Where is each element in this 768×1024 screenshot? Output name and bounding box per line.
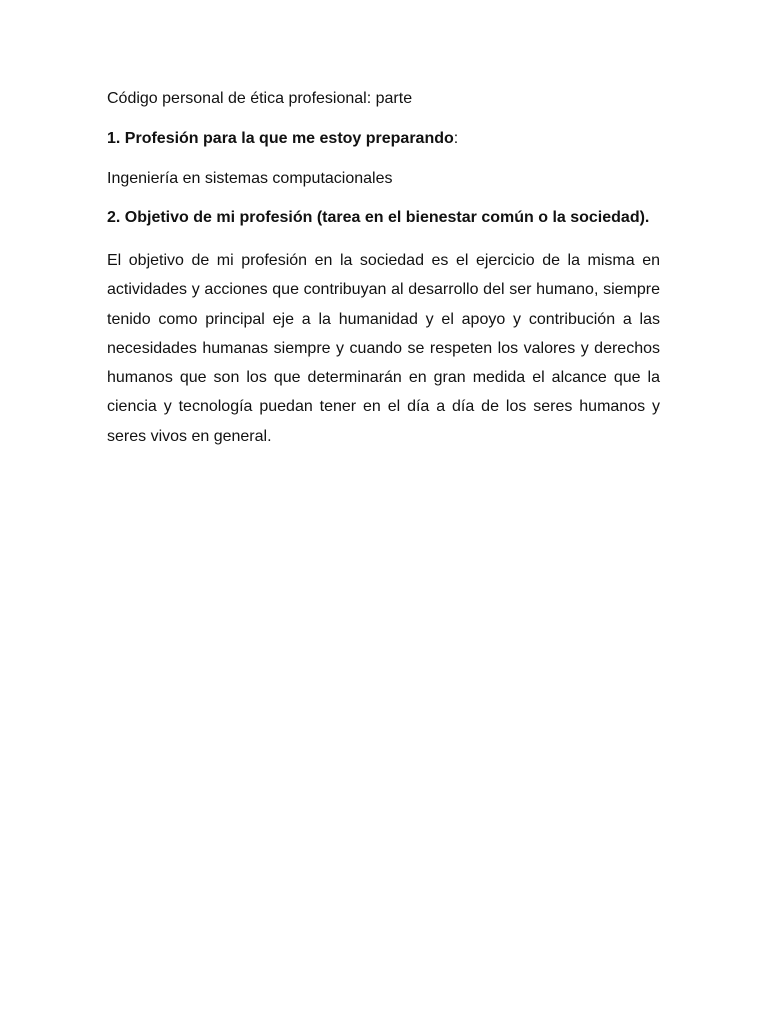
section1-heading-suffix: :: [453, 130, 459, 147]
document-title: Código personal de ética profesional: parte: [107, 90, 413, 107]
section2-heading: 2. Objetivo de mi profesión (tarea en el bienestar común o la sociedad).: [107, 209, 650, 226]
section1-heading-line: [107, 128, 660, 150]
section2-body: El objetivo de mi profesión en la sociedad es el ejercicio de la misma en actividades y acciones que contribuyan al desarrollo del ser humano, siempre tenido como principal eje a la humanidad y el apoyo y contribución a las necesidades humanas siempre y cuando se respeten los valores y derechos humanos que son los que determinarán en gran medida el alcance que la ciencia y tecnología puedan tener en el día a día de los seres humanos y seres vivos en general.: [107, 252, 660, 445]
document-content: [107, 88, 660, 451]
section1-heading: 1. Profesión para la que me estoy preparando: [107, 130, 454, 147]
section1-answer: Ingeniería en sistemas computacionales: [107, 170, 393, 187]
